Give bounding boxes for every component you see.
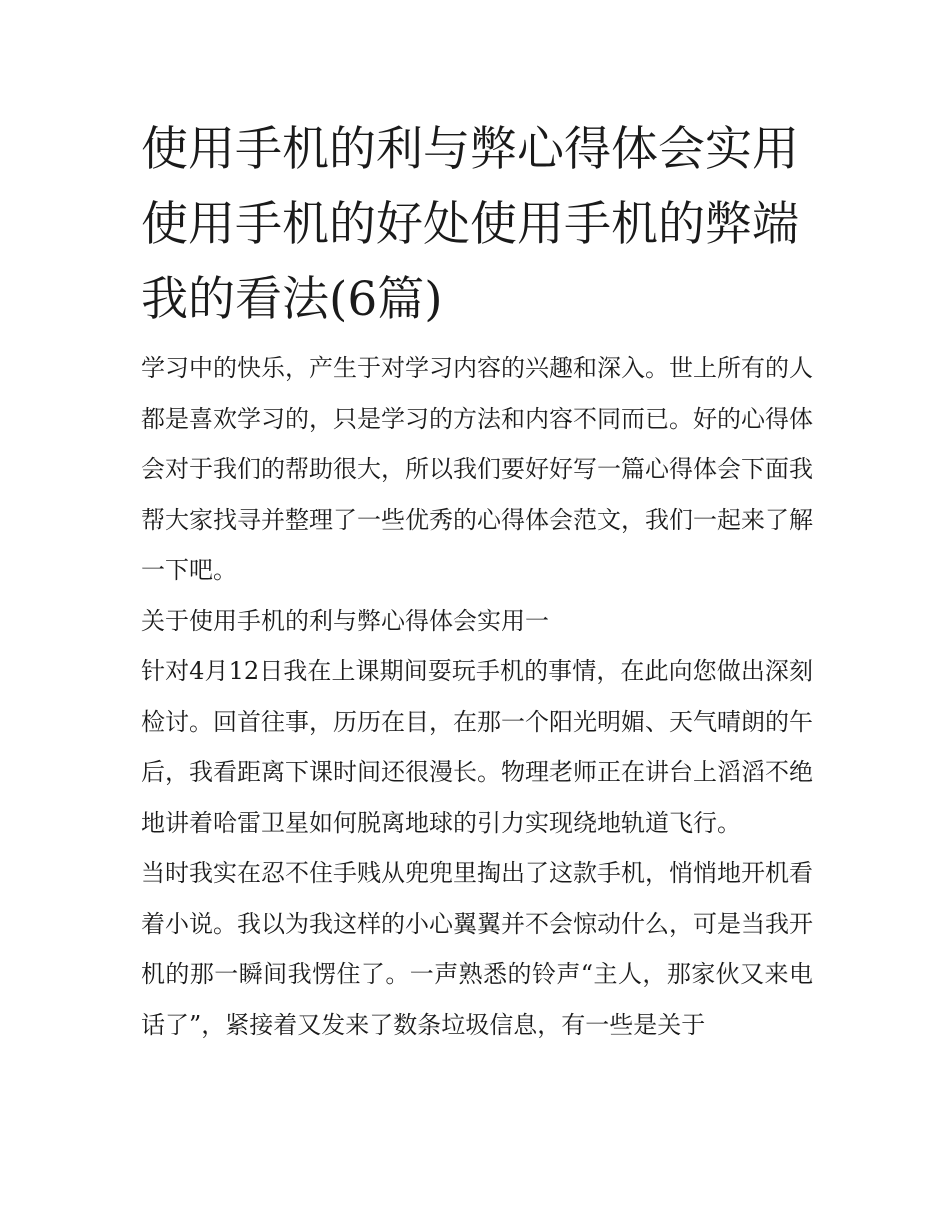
section-heading: 关于使用手机的利与弊心得体会实用一 xyxy=(141,606,549,635)
document-body xyxy=(141,112,813,1050)
document-title: 使用手机的利与弊心得体会实用 使用手机的好处使用手机的弊端我的看法(6篇) xyxy=(141,122,799,327)
body-paragraph: 针对4月12日我在上课期间耍玩手机的事情，在此向您做出深刻检讨。回首往事，历历在目，在那一个阳光明媚、天气晴朗的午后，我看距离下课时间还很漫长。物理老师正在讲台上滔滔不绝地讲着哈雷卫星如何脱离地球的引力实现绕地轨道飞行。 xyxy=(141,657,813,837)
body-paragraph: 当时我实在忍不住手贱从兜兜里掏出了这款手机，悄悄地开机看着小说。我以为我这样的小心翼翼并不会惊动什么，可是当我开机的那一瞬间我愣住了。一声熟悉的铃声“主人，那家伙又来电话了”，紧接着又发来了数条垃圾信息，有一些是关于 xyxy=(141,859,813,1039)
intro-paragraph: 学习中的快乐，产生于对学习内容的兴趣和深入。世上所有的人都是喜欢学习的，只是学习的方法和内容不同而已。好的心得体会对于我们的帮助很大，所以我们要好好写一篇心得体会下面我帮大家找寻并整理了一些优秀的心得体会范文，我们一起来了解一下吧。 xyxy=(141,354,813,584)
